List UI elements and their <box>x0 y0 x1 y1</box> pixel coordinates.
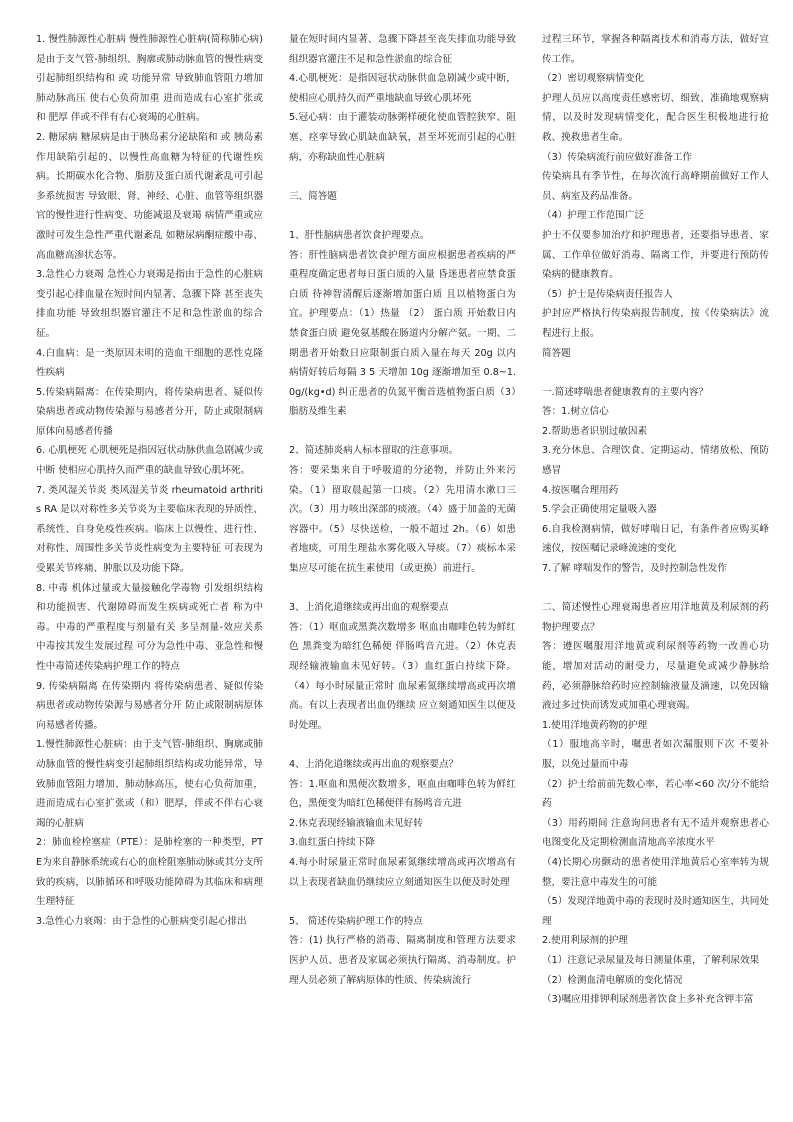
paragraph: 传染病具有季节性，在每次流行高峰期前做好工作人员、病室及药品准备。 <box>542 171 769 202</box>
paragraph: 8. 中毒 机体过量或大量接触化学毒物 引发组织结构和功能损害、代谢障碍而发生疾病或死亡者 称为中毒。中毒的严重程度与剂量有关 多呈剂量-效应关系 中毒按其发生发展过程 可分为急性中毒、亚急性和慢性中毒简述传染病护理工作的特点 <box>36 582 263 672</box>
paragraph-spacer <box>289 735 516 755</box>
paragraph: 答：要采集来自于呼吸道的分泌物，并防止外来污染。（1）留取晨起第一口痰。（2）先用清水漱口三次。（3）用力咳出深部的痰液。（4）盛于加盖的无菌容器中。（5）尽快送检，一般不超过 2h。（6）如患者地痰，可用生理盐水雾化吸入导痰。（7）痰标本采集应尽可能在抗生素使用（或更换）前进行。 <box>289 465 516 575</box>
paragraph: 2、简述肺炎病人标本留取的注意事项。 <box>289 445 459 457</box>
text-column-left <box>36 30 263 1112</box>
paragraph: （3)嘱应用排钾利尿剂患者饮食上多补充含钾丰富 <box>542 994 754 1006</box>
paragraph-spacer <box>289 579 516 599</box>
paragraph: 三、简答题 <box>289 190 337 202</box>
paragraph: （3）传染病流行前应做好准备工作 <box>542 151 693 163</box>
paragraph: 1.使用洋地黄药物的护理 <box>542 719 648 731</box>
paragraph: 1、肝性脑病患者饮食护理要点。 <box>289 229 430 241</box>
paragraph: 答：(1) 执行严格的消毒、隔离制度和管理方法要求医护人员、患者及家属必须执行隔离、消毒制度。护理人员必须了解病原体的性质、传染病流行 <box>289 935 516 986</box>
paragraph: 2.休克表现经输液输血未见好转 <box>289 817 423 829</box>
paragraph: （4）护理工作范围广泛 <box>542 210 645 222</box>
paragraph: 7.了解 哮喘发作的警告，及时控制急性发作 <box>542 563 727 575</box>
text-column-middle <box>289 30 516 1112</box>
paragraph: 一.简述哮喘患者健康教育的主要内容？ <box>542 386 709 398</box>
paragraph: 1.慢性肺源性心脏病：由于支气管-肺组织、胸廓或肺动脉血管的慢性病变引起肺组织结构或功能异常，导致肺血管阻力增加、肺动脉高压，使右心负荷加重，进而造成右心室扩张或（和）肥厚，伴或不伴右心衰竭的心脏病 <box>36 739 263 829</box>
paragraph: 2.帮助患者识别过敏因素 <box>542 425 648 437</box>
paragraph: （4)长期心房颤动的患者使用洋地黄后心室率转为规整，要注意中毒发生的可能 <box>542 856 769 888</box>
paragraph: 4、上消化道继续或再出血的观察要点？ <box>289 758 459 770</box>
paragraph-spacer <box>542 579 769 599</box>
paragraph: 6.自我检测病情，做好哮喘日记，有条件者应购买峰速仪，按医嘱记录峰流速的变化 <box>542 523 769 555</box>
paragraph: 1. 慢性肺源性心脏病 慢性肺源性心脏病(简称肺心病)是由于支气管-肺组织、胸廓或肺动脉血管的慢性病变引起肺组织结构和 或 功能异常 导致肺血管阻力增加 肺动脉高压 使右心负荷加重 进而造成右心室扩张或 和 肥厚 伴或不伴有右心衰竭的心脏病。 <box>36 34 263 124</box>
paragraph: （5）发现洋地黄中毒的表现时及时通知医生，共同处理 <box>542 896 769 927</box>
paragraph-spacer <box>289 422 516 442</box>
paragraph-spacer <box>289 206 516 226</box>
paragraph: （1）注意记录尿量及每日测量体重，了解利尿效果 <box>542 954 760 966</box>
paragraph: 5.传染病隔离：在传染期内，将传染病患者、疑似传染病患者或动物传染源与易感者分开，防止或限制病原体向易感者传播 <box>36 386 263 437</box>
paragraph: 3.血红蛋白持续下降 <box>289 837 375 849</box>
paragraph: 量在短时间内显著、急骤下降甚至丧失排血功能导致组织器官灌注不足和急性淤血的综合征 <box>289 34 516 65</box>
paragraph: 3、上消化道继续或再出血的观察要点 <box>289 602 449 614</box>
paragraph: 答：（1）呕血或黑粪次数增多 呕血由咖啡色转为鲜红色 黑粪变为暗红色稀便 伴肠鸣音亢进。（2）休克表现经输液输血未见好转。（3）血红蛋白持续下降。（4）每小时尿量正常时 血尿素氮继续增高或再次增高。有以上表现者出血仍继续 应立刻通知医生以便及时处理。 <box>289 621 516 731</box>
paragraph: （2）检测血清电解质的变化情况 <box>542 974 683 986</box>
paragraph: 护理人员应以高度责任感密切、细致、准确地观察病情，以及时发现病情变化，配合医生积极地进行抢救、挽救患者生命。 <box>542 92 769 143</box>
paragraph: 答：肝性脑病患者饮食护理方面应根据患者疾病的严重程度确定患者每日蛋白质的入量 昏迷患者应禁食蛋白质 待神智清醒后逐渐增加蛋白质 且以植物蛋白为宜。护理要点：（1）热量 （2） 蛋白质 开始数日内禁食蛋白质 避免氨基酸在肠道内分解产氨。一期、二期患者开始数日应限制蛋白质入量在每天 20g 以内 病情好转后每隔 3 5 天增加 10g 逐渐增加至 0.8~1.0g/(kg•d) 纠正患者的负氮平衡首选植物蛋白质（3）脂肪及维生素 <box>289 249 516 418</box>
paragraph: 2：肺血栓栓塞症（PTE）：是肺栓塞的一种类型，PTE为来自静脉系统或右心的血栓阻塞肺动脉或其分支所致的疾病，以肺循环和呼吸功能障碍为其临床和病理生理特征 <box>36 837 263 908</box>
paragraph: 6. 心肌梗死 心肌梗死是指因冠状动脉供血急剧减少或中断 使相应心肌持久而严重的缺血导致心肌坏死。 <box>36 445 263 477</box>
paragraph: 答：1.呕血和黑便次数增多，呕血由咖啡色转为鲜红色，黑便变为暗红色稀便伴有肠鸣音亢进 <box>289 778 516 810</box>
paragraph: 3.急性心力衰竭：由于急性的心脏病变引起心排出 <box>36 915 247 927</box>
text-column-right <box>542 30 769 1112</box>
paragraph: 7. 类风湿关节炎 类风湿关节炎 rheumatoid arthritis RA 是以对称性多关节炎为主要临床表现的异质性、系统性、自身免疫性疾病。临床上以慢性、进行性、对称性、周围性多关节炎性病变为主要特征 可表现为受累关节疼痛、肿胀以及功能下降。 <box>36 484 263 575</box>
paragraph: 2. 糖尿病 糖尿病是由于胰岛素分泌缺陷和 或 胰岛素作用缺陷引起的、以慢性高血糖为特征的代谢性疾病。长期碳水化合物、脂肪及蛋白质代谢紊乱可引起多系统损害 导致眼、肾、神经、心脏、血管等组织器官的慢性进行性病变、功能减退及衰竭 病情严重或应激时可发生急性严重代谢紊乱 如糖尿病酮症酸中毒、高血糖高渗状态等。 <box>36 131 263 261</box>
paragraph: 4.白血病：是一类原因未明的造血干细胞的恶性克隆性疾病 <box>36 347 263 379</box>
paragraph: 护封应严格执行传染病报告制度，按《传染病法》流程进行上报。 <box>542 308 769 339</box>
paragraph: 4.按医嘱合理用药 <box>542 484 619 496</box>
paragraph: 3.充分休息、合理饮食、定期运动、情绪放松、预防感冒 <box>542 445 769 477</box>
paragraph: 4.心肌梗死：是指因冠状动脉供血急剧减少或中断，使相应心肌持久而严重地缺血导致心肌坏死 <box>289 73 516 104</box>
paragraph: 简答题 <box>542 347 571 359</box>
paragraph: 二、简述慢性心理衰竭患者应用洋地黄及利尿剂的药物护理要点？ <box>542 602 769 633</box>
paragraph-spacer <box>289 167 516 187</box>
paragraph: 3.急性心力衰竭 急性心力衰竭是指由于急性的心脏病变引起心排血量在短时间内显著、急骤下降 甚至丧失排血功能 导致组织器官灌注不足和急性淤血的综合征。 <box>36 269 263 339</box>
paragraph: （3）用药期间 注意询问患者有无不适并观察患者心电图变化及定期检测血清地高辛浓度水平 <box>542 817 769 849</box>
paragraph: 4.每小时尿量正常时血尿素氮继续增高或再次增高有以上表现者缺血仍继续应立刻通知医生以便及时处理 <box>289 856 516 888</box>
paragraph: 5.学会正确使用定量吸入器 <box>542 504 657 516</box>
paragraph-spacer <box>289 892 516 912</box>
paragraph: 5、 简述传染病护理工作的特点 <box>289 915 423 927</box>
paragraph: 答：1.树立信心 <box>542 406 609 418</box>
paragraph: 答：遵医嘱服用洋地黄或利尿剂等药物一改善心功能，增加对活动的耐受力，尽量避免或减少静脉给药，必须静脉给药时应控制输液量及滴速，以免因输液过多过快而诱发或加重心理衰竭。 <box>542 641 769 712</box>
paragraph: （2）密切观察病情变化 <box>542 73 645 85</box>
paragraph: （2）护士给前前先数心率，若心率<60 次/分不能给药 <box>542 778 769 810</box>
paragraph: 9. 传染病隔离 在传染期内 将传染病患者、疑似传染病患者或动物传染源与易感者分开 防止或限制病原体向易感者传播。 <box>36 680 263 731</box>
paragraph: （1）服地高辛时，嘱患者如次漏服则下次 不要补服，以免过量而中毒 <box>542 739 769 770</box>
paragraph: （5）护士是传染病责任报告人 <box>542 288 673 300</box>
paragraph: 护士不仅要参加治疗和护理患者，还要指导患者、家属、工作单位做好消毒、隔离工作，并要进行预防传染病的健康教育。 <box>542 229 769 281</box>
paragraph: 5.冠心病：由于灌装动脉粥样硬化使血管腔狭窄、阻塞、痉挛导致心肌缺血缺氧，甚至坏死而引起的心脏病，亦称缺血性心脏病 <box>289 112 516 163</box>
paragraph: 2.使用利尿剂的护理 <box>542 935 628 947</box>
paragraph-spacer <box>542 363 769 383</box>
paragraph: 过程三环节，掌握各种隔离技术和消毒方法，做好宣传工作。 <box>542 34 769 65</box>
